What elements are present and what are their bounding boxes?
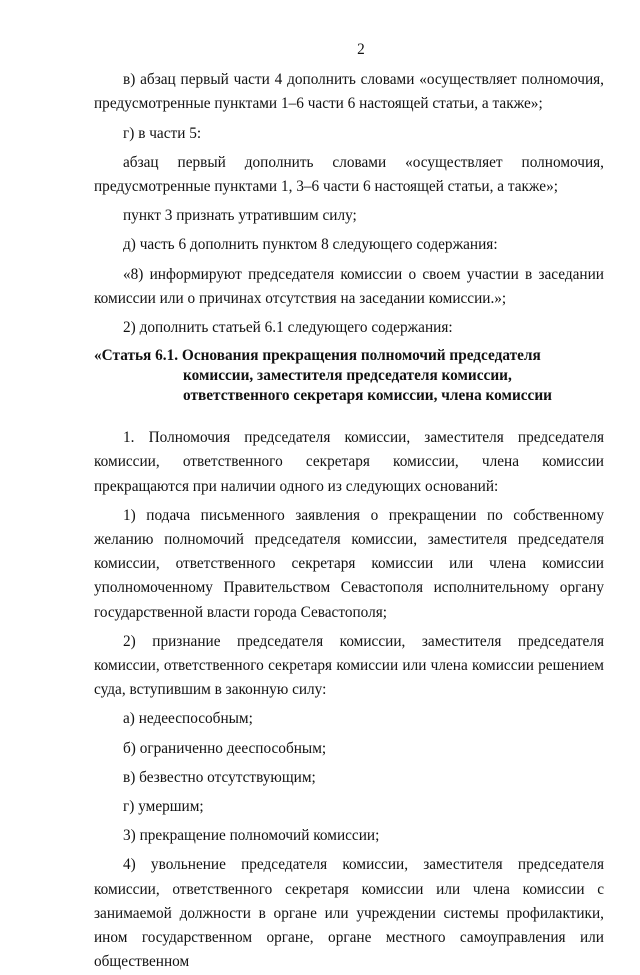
article-item2-a: а) недееспособным; — [123, 710, 253, 728]
article-title-line2: комиссии, заместителя председателя комиссии, — [183, 367, 512, 385]
article-item2-g: г) умершим; — [123, 798, 204, 816]
paragraph-part6-add: д) часть 6 дополнить пунктом 8 следующего содержания: — [123, 236, 498, 254]
article-item2-b: б) ограниченно дееспособным; — [123, 739, 327, 757]
article-title-line1: «Статья 6.1. Основания прекращения полномочий председателя — [94, 347, 541, 365]
article-item1: 1) подача письменного заявления о прекращении по собственному желанию полномочий председателя комиссии, заместителя председателя комиссии, ответственного секретаря комиссии или члена комиссии уполномоченному Правительством Севастополя исполнительному органу государственной власти города Севастополя; — [94, 506, 604, 621]
page-number: 2 — [357, 41, 365, 58]
article-title-line3: ответственного секретаря комиссии, члена комиссии — [183, 387, 552, 405]
paragraph-point8-quote: «8) информируют председателя комиссии о своем участии в заседании комиссии или о причинах отсутствия на заседании комиссии.»; — [94, 265, 604, 307]
article-part1: 1. Полномочия председателя комиссии, заместителя председателя комиссии, ответственного секретаря комиссии, члена комиссии прекращаются при наличии одного из следующих оснований: — [94, 429, 604, 495]
paragraph-part5-abzac: абзац первый дополнить словами «осуществляет полномочия, предусмотренные пунктами 1, 3–6 части 6 настоящей статьи, а также»; — [94, 153, 604, 196]
article-item2: 2) признание председателя комиссии, заместителя председателя комиссии, ответственного секретаря комиссии или члена комиссии решением суда, вступившим в законную силу: — [94, 632, 604, 699]
article-item4: 4) увольнение председателя комиссии, заместителя председателя комиссии, ответственного секретаря комиссии или члена комиссии с занимаемой должности в органе или учреждении системы профилактики, ином государственном органе, органе местного самоуправления или общественном — [94, 856, 604, 971]
paragraph-point3-void: пункт 3 признать утратившим силу; — [123, 207, 357, 225]
paragraph-part5-heading: г) в части 5: — [123, 124, 202, 142]
paragraph-add-article: 2) дополнить статьей 6.1 следующего содержания: — [123, 319, 453, 337]
article-item2-v: в) безвестно отсутствующим; — [123, 768, 316, 786]
title-spacer — [94, 406, 604, 426]
article-title — [94, 346, 604, 406]
paragraph-amend-part4: в) абзац первый части 4 дополнить словами «осуществляет полномочия, предусмотренные пунктами 1–6 части 6 настоящей статьи, а также»; — [94, 71, 604, 113]
article-item3: 3) прекращение полномочий комиссии; — [123, 827, 380, 845]
